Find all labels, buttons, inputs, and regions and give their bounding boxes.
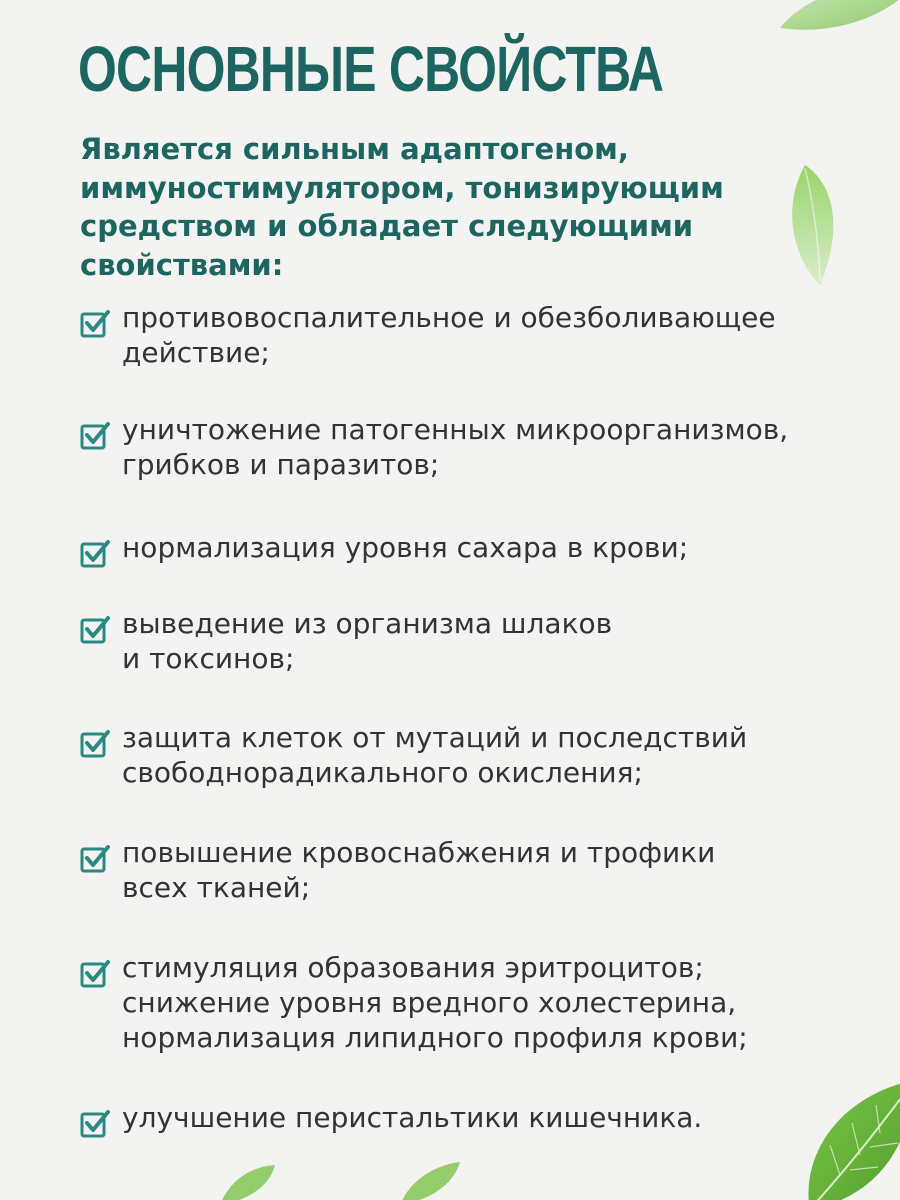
intro-text: Является сильным адаптогеном, иммуностимулятором, тонизирующим средством и обладает следующими свойствами: [80, 132, 724, 282]
checkbox-check-icon [80, 420, 110, 450]
list-item-text: повышение кровоснабжения и трофики всех тканей; [122, 836, 716, 904]
checkbox-check-icon [80, 843, 110, 873]
leaf-icon-bottom-left [215, 1165, 285, 1200]
list-item [80, 606, 870, 676]
checkbox-check-icon [80, 308, 110, 338]
list-item-text: стимуляция образования эритроцитов; снижение уровня вредного холестерина, нормализация липидного профиля крови; [122, 951, 748, 1054]
list-item-text: улучшение перистальтики кишечника. [122, 1101, 703, 1134]
checkbox-check-icon [80, 538, 110, 568]
checkbox-check-icon [80, 1108, 110, 1138]
leaf-icon-top-right [770, 0, 900, 40]
list-item-text: защита клеток от мутаций и последствий свободнорадикального окисления; [122, 721, 748, 789]
list-item-text: нормализация уровня сахара в крови; [122, 531, 689, 564]
list-item [80, 720, 870, 790]
list-item-text: уничтожение патогенных микроорганизмов, грибков и паразитов; [122, 413, 789, 481]
list-item-text: противовоспалительное и обезболивающее действие; [122, 301, 776, 369]
list-item [80, 1100, 870, 1138]
list-item [80, 300, 870, 370]
checkbox-check-icon [80, 958, 110, 988]
list-item [80, 835, 870, 905]
checkbox-check-icon [80, 614, 110, 644]
list-item-text: выведение из организма шлаков и токсинов; [122, 607, 613, 675]
list-item [80, 412, 870, 482]
leaf-icon-right [775, 160, 845, 290]
leaf-icon-bottom-center [395, 1160, 465, 1200]
list-item [80, 530, 870, 568]
list-item [80, 950, 870, 1055]
page-title: ОСНОВНЫЕ СВОЙСТВА [78, 33, 664, 105]
checkbox-check-icon [80, 728, 110, 758]
